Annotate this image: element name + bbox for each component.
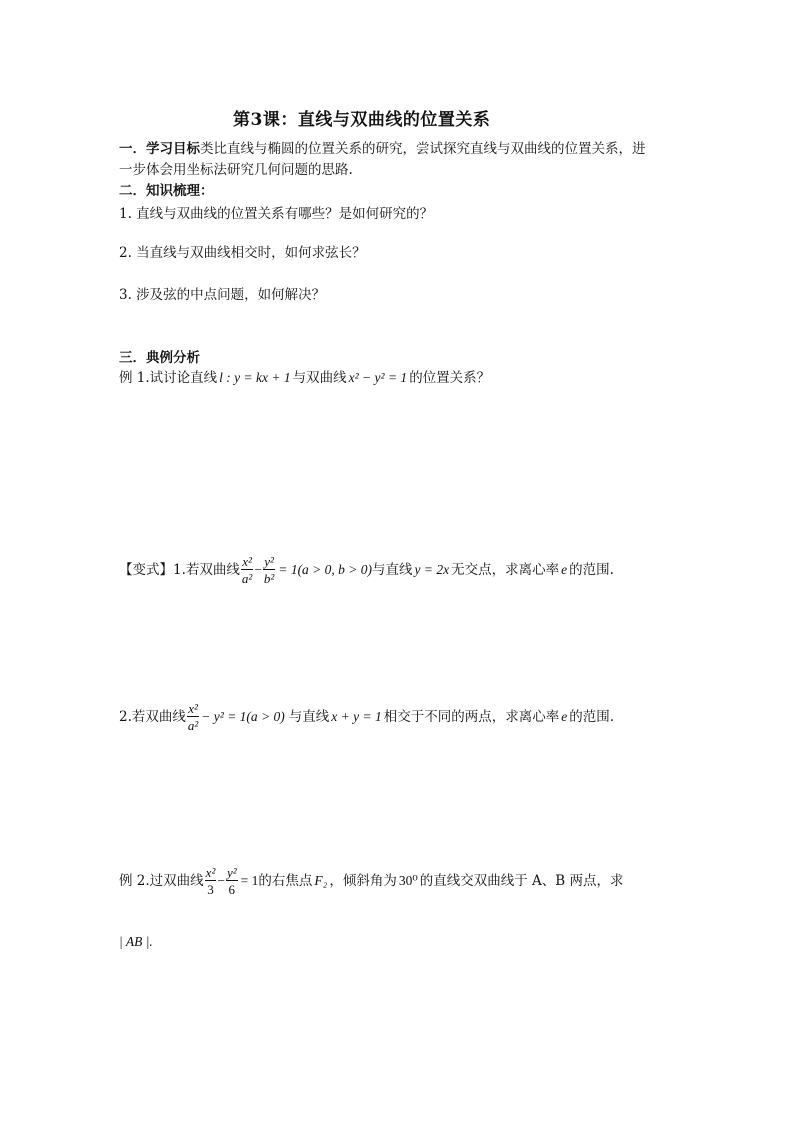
variant-2-fraction-x xyxy=(187,702,199,732)
variant-1-mid: 与直线 xyxy=(372,562,413,578)
example-1 xyxy=(119,368,490,388)
example-2 xyxy=(119,866,624,896)
example-1-suffix: 的位置关系？ xyxy=(409,370,491,386)
example-2-fraction-x-denominator: 3 xyxy=(207,882,214,897)
question-3: 3. 涉及弦的中点问题，如何解决？ xyxy=(119,287,326,303)
example-1-hyperbola-equation: x² − y² = 1 xyxy=(348,370,408,385)
example-2-fraction-y-denominator: 6 xyxy=(228,882,236,897)
variant-2-mid: 与直线 xyxy=(288,709,330,725)
example-2-focus: F₂ xyxy=(314,873,328,888)
example-2-fraction-y xyxy=(226,866,238,896)
example-2-angle: 30⁰ xyxy=(398,873,418,888)
variant-1-suffix-b: 的范围. xyxy=(569,562,614,578)
example-2-mid-1: 的右焦点 xyxy=(258,873,313,889)
variant-1-suffix-a: 无交点，求离心率 xyxy=(451,562,560,578)
example-2-mid-2: ，倾斜角为 xyxy=(329,873,397,889)
variant-2 xyxy=(119,702,614,732)
variant-2-suffix-a: 相交于不同的两点，求离心率 xyxy=(383,709,560,725)
variant-1-condition: = 1(a > 0, b > 0) xyxy=(278,562,373,577)
example-2-mid-3: 的直线交双曲线于 A、B 两点，求 xyxy=(419,873,624,889)
knowledge-review-heading: 二．知识梳理： xyxy=(119,183,214,199)
example-1-line-equation: l : y = kx + 1 xyxy=(219,370,291,385)
variant-2-suffix-b: 的范围. xyxy=(569,709,615,725)
example-1-prefix: 例 1.试讨论直线 xyxy=(119,370,218,386)
example-2-equals: = 1 xyxy=(240,873,259,888)
example-2-fraction-x-numerator: x² xyxy=(205,865,216,880)
variant-1-fraction-y xyxy=(263,555,275,585)
variant-1-prefix: 【变式】1.若双曲线 xyxy=(119,562,240,578)
variant-2-fraction-x-numerator: x² xyxy=(188,701,198,716)
variant-1 xyxy=(119,555,614,585)
variant-1-fraction-x-denominator: a² xyxy=(241,571,253,586)
example-2-minus: − xyxy=(217,873,225,888)
variant-2-eccentricity: e xyxy=(561,709,568,724)
example-2-final: | AB |. xyxy=(119,934,153,949)
question-1: 1. 直线与双曲线的位置关系有哪些？是如何研究的？ xyxy=(119,206,434,222)
learning-goal-heading: 一．学习目标 xyxy=(119,141,200,157)
variant-2-prefix: 2.若双曲线 xyxy=(119,709,186,725)
example-1-mid: 与双曲线 xyxy=(292,370,347,386)
learning-goal-line-1 xyxy=(119,139,646,159)
learning-goal-text-1: 类比直线与椭圆的位置关系的研究，尝试探究直线与双曲线的位置关系，进 xyxy=(200,141,646,157)
example-2-fraction-x xyxy=(205,866,217,896)
variant-1-line-equation: y = 2x xyxy=(414,562,450,577)
example-2-fraction-y-numerator: y² xyxy=(226,865,237,880)
learning-goal-line-2: 一步体会用坐标法研究几何问题的思路. xyxy=(119,162,353,178)
variant-2-fraction-x-denominator: a² xyxy=(187,718,199,733)
examples-heading: 三．典例分析 xyxy=(119,350,200,366)
variant-1-fraction-y-numerator: y² xyxy=(264,554,274,569)
variant-1-minus: − xyxy=(254,562,262,577)
question-2: 2. 当直线与双曲线相交时，如何求弦长？ xyxy=(119,245,366,261)
page-title: 第3课：直线与双曲线的位置关系 xyxy=(233,110,491,130)
example-2-prefix: 例 2.过双曲线 xyxy=(119,873,204,889)
variant-1-fraction-x xyxy=(241,555,253,585)
variant-1-eccentricity: e xyxy=(561,562,568,577)
variant-2-hyperbola-rest: − y² = 1(a > 0) xyxy=(201,709,285,724)
variant-1-fraction-y-denominator: b² xyxy=(263,571,275,586)
variant-2-line-equation: x + y = 1 xyxy=(331,709,382,724)
variant-1-fraction-x-numerator: x² xyxy=(242,554,252,569)
